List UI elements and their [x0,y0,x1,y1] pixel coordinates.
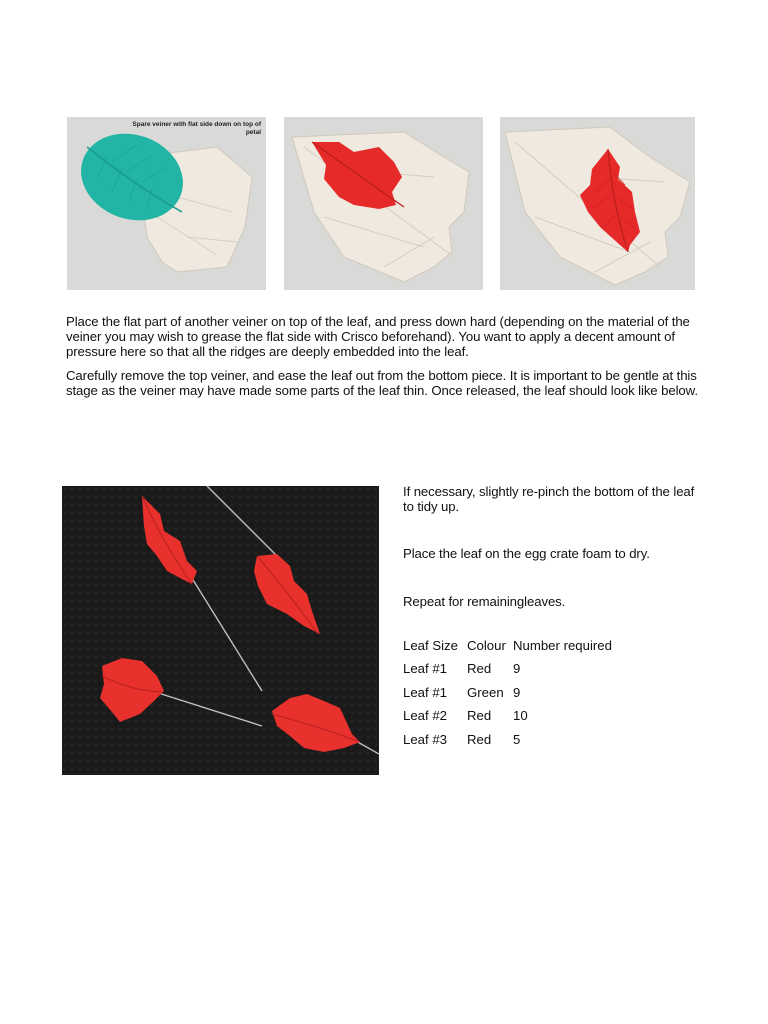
veiner-caption: Spare veiner with flat side down on top of petal [132,121,261,136]
instruction-paragraph-1: Place the flat part of another veiner on top of the leaf, and press down hard (depending on the material of the veiner you may wish to grease the flat side with Crisco beforehand). You want to apply a decent amount of pressure here so that all the ridges are deeply embedded into the leaf. [66,314,690,359]
table-row [403,685,612,708]
photo-finished-leaves [62,486,379,775]
table-cell: Green [467,684,504,700]
photo-veiner-on-petal [67,117,266,290]
side-note-2: Place the leaf on the egg crate foam to dry. [403,546,650,561]
photo-leaf-on-clay-image [284,117,483,290]
table-cell: 9 [513,684,521,700]
table-row [403,708,612,731]
table-cell: Leaf #2 [403,708,447,724]
table-cell: Red [467,731,492,747]
table-cell: Red [467,661,492,677]
table-cell: Leaf #3 [403,731,447,747]
photo-veiner-on-petal-image [67,117,266,290]
instruction-paragraph-2: Carefully remove the top veiner, and ease the leaf out from the bottom piece. It is important to be gentle at this stage as the veiner may have made some parts of the leaf thin. Once released, the leaf should look like below. [66,368,698,398]
table-row [403,732,612,755]
photo-finished-leaves-image [62,486,379,775]
leaf-requirements-table [403,638,612,755]
table-header: Number required [513,638,612,653]
table-cell: Leaf #1 [403,684,447,700]
side-note-1: If necessary, slightly re-pinch the bottom of the leaf to tidy up. [403,484,695,514]
table-cell: Leaf #1 [403,661,447,677]
table-header: Colour [467,638,506,653]
side-note-3: Repeat for remainingleaves. [403,594,566,609]
table-cell: 10 [513,708,528,724]
photo-veined-leaf-image [500,117,695,290]
table-row [403,661,612,684]
table-header: Leaf Size [403,638,458,653]
table-cell: Red [467,708,492,724]
photo-leaf-on-clay [284,117,483,290]
table-cell: 5 [513,731,521,747]
table-cell: 9 [513,661,521,677]
photo-veined-leaf [500,117,695,290]
table-header-row [403,638,612,661]
